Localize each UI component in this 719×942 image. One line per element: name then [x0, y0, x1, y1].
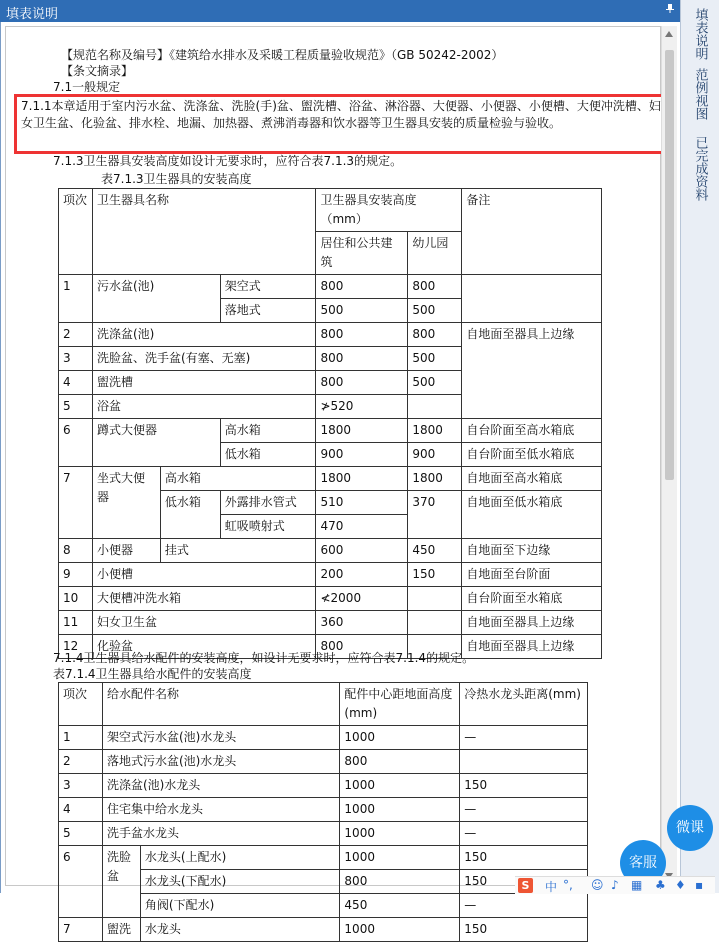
window-title: 填表说明	[6, 7, 59, 22]
window-titlebar	[0, 0, 680, 22]
t1-header-height: 卫生器具安装高度（mm）	[316, 189, 462, 232]
instruction-panel	[0, 22, 681, 936]
spec-title: 【规范名称及编号】《建筑给水排水及采暖工程质量验收规范》（GB 50242-2002）	[61, 48, 504, 62]
ime-mode[interactable]: 中	[545, 880, 558, 894]
table-row: 5 洗手盆水龙头 1000 —	[59, 822, 588, 846]
customer-service-button[interactable]: 客服	[620, 840, 666, 886]
table-row: 3 洗涤盆(池)水龙头 1000 150	[59, 774, 588, 798]
table-row: 6 洗脸盆 水龙头(上配水) 1000 150	[59, 846, 588, 870]
table-row: 角阀(下配水) 450 —	[59, 894, 588, 918]
table-row: 水龙头(下配水) 800 150	[59, 870, 588, 894]
table-row: 2 落地式污水盆(池)水龙头 800	[59, 750, 588, 774]
pin-icon[interactable]	[666, 4, 674, 13]
table-7-1-4	[58, 682, 588, 942]
table-row: 5 浴盆 ≯520	[59, 395, 602, 419]
t1-header-note: 备注	[462, 189, 602, 275]
ime-toolbar[interactable]	[515, 876, 715, 894]
excerpt-label: 【条文摘录】	[61, 64, 134, 78]
table-row: 1 架空式污水盆(池)水龙头 1000 —	[59, 726, 588, 750]
wechat-course-button[interactable]: 微课	[667, 805, 713, 851]
clause-713: 7.1.3卫生器具安装高度如设计无要求时，应符合表7.1.3的规定。	[53, 154, 403, 168]
scroll-up-arrow-icon[interactable]	[665, 31, 673, 37]
table-row: 11 妇女卫生盆 360 自地面至器具上边缘	[59, 611, 602, 635]
table-row: 虹吸喷射式 470	[59, 515, 602, 539]
table-row: 9 小便槽 200 150 自地面至台阶面	[59, 563, 602, 587]
t2-header-no: 项次	[59, 683, 103, 726]
vertical-scrollbar[interactable]	[661, 26, 677, 884]
table-row: 7 盥洗 水龙头 1000 150	[59, 918, 588, 942]
table-row: 4 盥洗槽 800 500	[59, 371, 602, 395]
sogou-logo-icon: S	[518, 878, 533, 893]
keyboard-icon[interactable]: ▦	[631, 878, 643, 892]
tab-label: 填表说明	[692, 8, 708, 60]
table-row: 1 污水盆(池) 架空式 800 800	[59, 275, 602, 299]
tab-completed-docs[interactable]	[681, 136, 719, 201]
table-row: 8 小便器 挂式 600 450 自地面至下边缘	[59, 539, 602, 563]
t1-header-name: 卫生器具名称	[92, 189, 316, 275]
microphone-icon[interactable]: ♪	[611, 878, 619, 892]
table1-caption: 表7.1.3卫生器具的安装高度	[101, 172, 252, 186]
clause-711: 7.1.1本章适用于室内污水盆、洗涤盆、洗脸(手)盆、盥洗槽、浴盆、淋浴器、大便器、小便器、小便槽、大便冲洗槽、妇女卫生盆、化验盆、排水栓、地漏、加热器、煮沸消毒器和饮水器等卫生器具安装的质量检验与验收。	[21, 99, 661, 130]
tab-example-view[interactable]	[681, 68, 719, 120]
highlighted-clause	[14, 94, 670, 154]
table-row: 12 化验盆 800 自地面至器具上边缘	[59, 635, 602, 659]
shirt-icon[interactable]: ♦	[675, 878, 686, 892]
ime-punct[interactable]: °,	[563, 878, 573, 892]
table-row: 落地式 500 500	[59, 299, 602, 323]
table-row: 6 蹲式大便器 高水箱 1800 1800 自台阶面至高水箱底	[59, 419, 602, 443]
table-row: 2 洗涤盆(池) 800 800 自地面至器具上边缘	[59, 323, 602, 347]
clause-714: 7.1.4卫生器具给水配件的安装高度，如设计无要求时，应符合表7.1.4的规定。	[53, 651, 475, 665]
table2-caption: 表7.1.4卫生器具给水配件的安装高度	[53, 667, 252, 681]
t2-header-height: 配件中心距地面高度(mm)	[340, 683, 460, 726]
tab-label: 范例视图	[692, 68, 708, 120]
t1-header-no: 项次	[59, 189, 93, 275]
t2-header-hotcold: 冷热水龙头距离(mm)	[460, 683, 588, 726]
t2-header-name: 给水配件名称	[102, 683, 339, 726]
table-row: 低水箱 900 900 自台阶面至低水箱底	[59, 443, 602, 467]
scroll-thumb[interactable]	[665, 50, 674, 480]
table-row: 4 住宅集中给水龙头 1000 —	[59, 798, 588, 822]
grid-menu-icon[interactable]: ▪	[695, 878, 704, 892]
t1-header-res: 居住和公共建筑	[316, 232, 408, 275]
emoji-icon[interactable]: ☺	[591, 878, 604, 892]
section-general: 7.1一般规定	[53, 80, 121, 94]
table-row: 10 大便槽冲洗水箱 ≮2000 自台阶面至水箱底	[59, 587, 602, 611]
tab-fill-instructions[interactable]	[681, 8, 719, 60]
table-row: 7 坐式大便器 高水箱 1800 1800 自地面至高水箱底	[59, 467, 602, 491]
table-row: 3 洗脸盆、洗手盆(有塞、无塞) 800 500	[59, 347, 602, 371]
table-row: 低水箱 外露排水管式 510 370 自地面至低水箱底	[59, 491, 602, 515]
t1-header-kg: 幼儿园	[408, 232, 462, 275]
document-view[interactable]	[5, 26, 661, 936]
skin-icon[interactable]: ♣	[655, 878, 666, 892]
right-sidebar	[680, 0, 719, 893]
table-7-1-3	[58, 188, 602, 659]
tab-label: 已完成资料	[692, 136, 708, 201]
